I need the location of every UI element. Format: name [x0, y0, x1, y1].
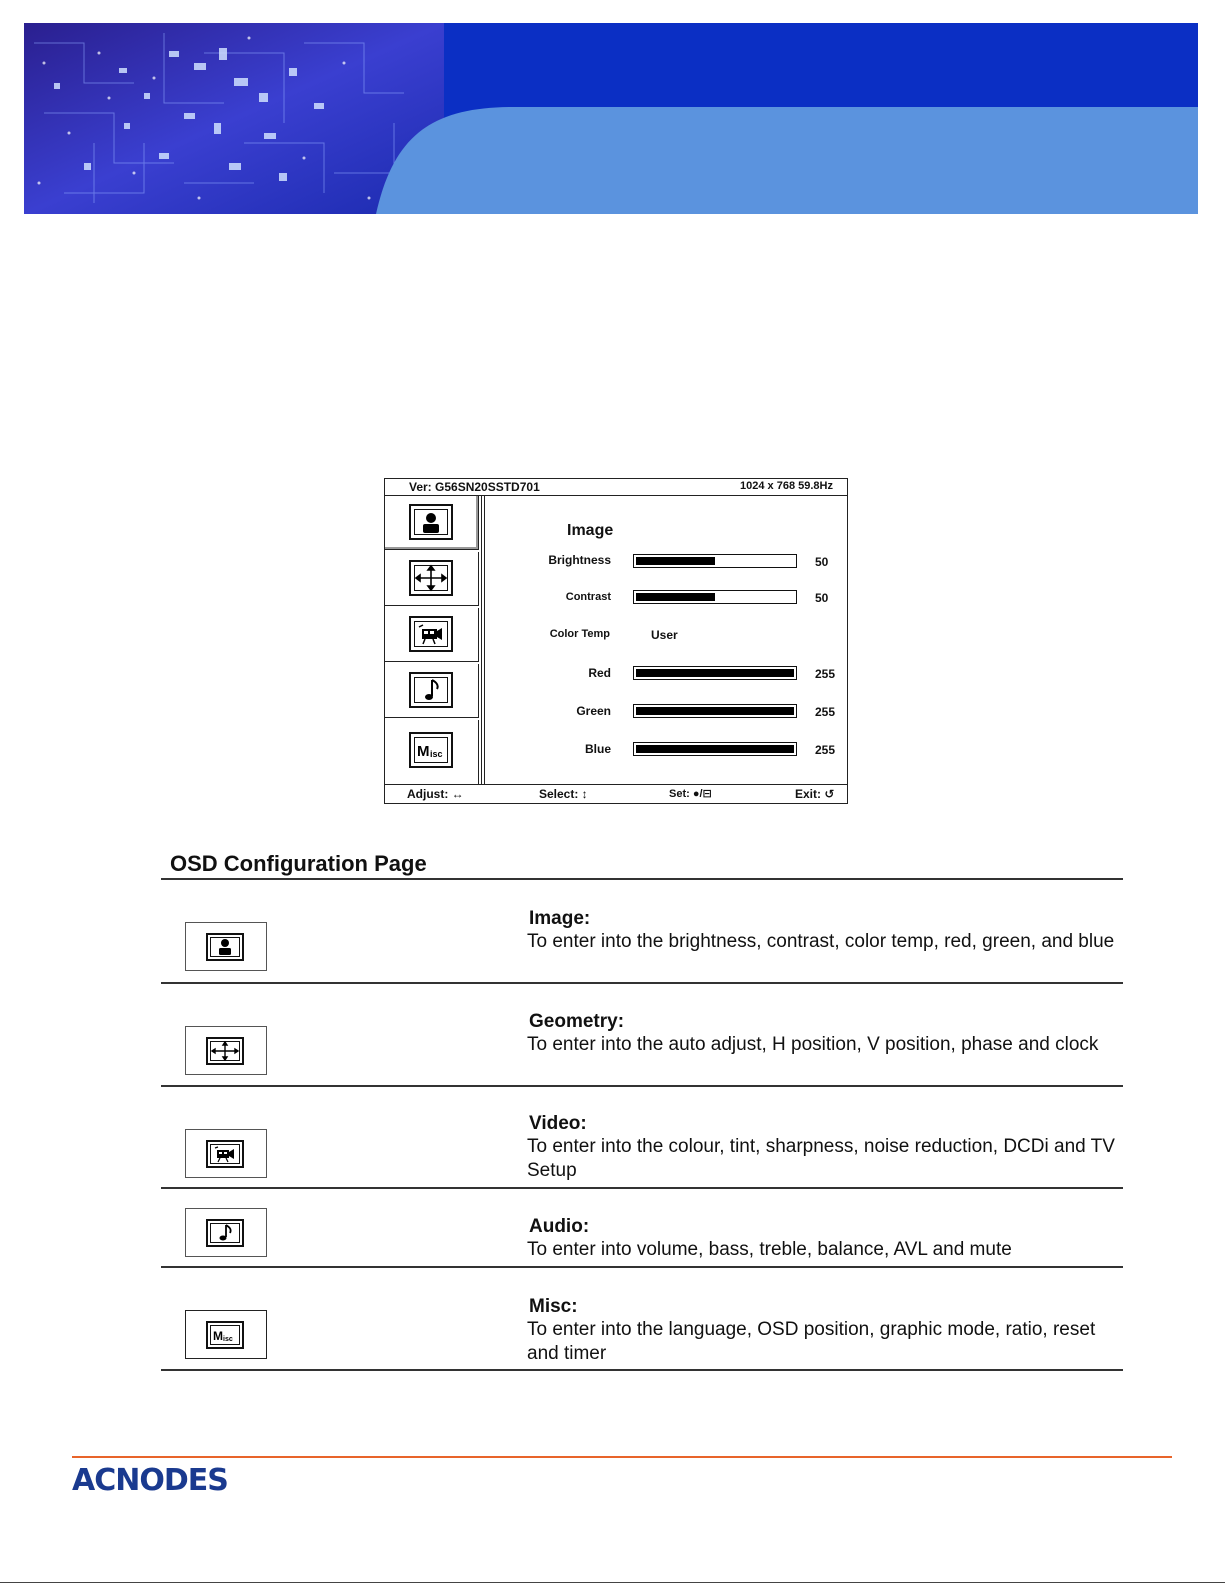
video-icon: [409, 616, 453, 652]
image-icon: [206, 933, 244, 961]
divider: [161, 1266, 1123, 1268]
footer-rule: [72, 1456, 1172, 1458]
misc-icon: [206, 1321, 244, 1349]
green-slider[interactable]: [633, 704, 797, 718]
green-value: 255: [815, 705, 836, 719]
contrast-value: 50: [815, 591, 829, 605]
red-fill: [636, 669, 794, 677]
section-title: OSD Configuration Page: [170, 851, 427, 876]
audio-icon-box: [185, 1208, 267, 1257]
svg-text:M: M: [213, 1329, 223, 1343]
image-icon-box: [185, 922, 267, 971]
red-slider[interactable]: [633, 666, 797, 680]
divider: [161, 1369, 1123, 1371]
entry-description-geometry: To enter into the auto adjust, H position, V position, phase and clock: [527, 1034, 1099, 1055]
osd-adjust-hint: Adjust: ↔: [407, 787, 464, 801]
svg-text:M: M: [417, 743, 430, 760]
blue-label: Blue: [584, 742, 611, 756]
osd-tab-audio[interactable]: [385, 664, 479, 718]
green-fill: [636, 707, 794, 715]
osd-resolution: 1024 x 768 59.8Hz: [740, 480, 833, 492]
entry-heading-misc: Misc:: [529, 1296, 578, 1317]
osd-tab-video[interactable]: [385, 608, 479, 662]
page-bottom-rule: [0, 1582, 1225, 1583]
audio-icon: [409, 672, 453, 708]
osd-tab-geometry[interactable]: [385, 552, 479, 606]
osd-exit-hint: Exit: ↺: [795, 787, 835, 801]
entry-description-image: To enter into the brightness, contrast, color temp, red, green, and blue: [527, 931, 1115, 952]
blue-slider[interactable]: [633, 742, 797, 756]
osd-tab-image[interactable]: [385, 496, 479, 550]
entry-description-video: To enter into the colour, tint, sharpness, noise reduction, DCDi and TV Setup: [527, 1136, 1115, 1181]
header-banner: [24, 23, 1198, 214]
misc-icon-box: [185, 1310, 267, 1359]
entry-heading-video: Video:: [529, 1113, 587, 1134]
osd-select-hint: Select: ↕: [539, 787, 588, 801]
contrast-label: Contrast: [565, 591, 611, 603]
osd-body: [384, 496, 848, 785]
red-value: 255: [815, 667, 836, 681]
blue-fill: [636, 745, 794, 753]
video-icon-box: [185, 1129, 267, 1178]
osd-divider: [481, 496, 485, 785]
geometry-icon: [206, 1037, 244, 1065]
brightness-slider[interactable]: [633, 554, 797, 568]
divider: [161, 1085, 1123, 1087]
brightness-label: Brightness: [548, 553, 611, 567]
color-temp-label: Color Temp: [549, 628, 610, 640]
entry-heading-geometry: Geometry:: [529, 1011, 625, 1032]
entry-description-misc: To enter into the language, OSD position, graphic mode, ratio, reset and timer: [527, 1319, 1096, 1364]
osd-status-bar: [384, 478, 848, 496]
audio-icon: [206, 1219, 244, 1247]
contrast-slider[interactable]: [633, 590, 797, 604]
red-label: Red: [588, 666, 611, 680]
color-temp-value[interactable]: User: [651, 628, 678, 642]
green-label: Green: [576, 704, 611, 718]
company-logo: [72, 1462, 282, 1503]
osd-help-bar: [384, 784, 848, 804]
entry-description-audio: To enter into volume, bass, treble, balance, AVL and mute: [527, 1239, 1012, 1260]
acnodes-logo: [72, 1462, 282, 1498]
brightness-value: 50: [815, 555, 829, 569]
osd-set-hint: Set: ●/⊟: [669, 788, 712, 800]
osd-screenshot: [384, 478, 850, 804]
geometry-icon: [409, 560, 453, 596]
osd-tab-column: [385, 496, 481, 785]
svg-text:isc: isc: [223, 1336, 233, 1343]
blue-value: 255: [815, 743, 836, 757]
svg-text:isc: isc: [430, 749, 443, 759]
divider: [161, 1187, 1123, 1189]
osd-tab-misc[interactable]: [385, 720, 479, 785]
divider: [161, 878, 1123, 880]
image-icon: [409, 504, 453, 540]
misc-icon: [409, 732, 453, 768]
video-icon: [206, 1140, 244, 1168]
osd-version: Ver: G56SN20SSTD701: [409, 480, 540, 494]
entry-heading-image: Image:: [529, 908, 591, 929]
contrast-fill: [636, 593, 715, 601]
geometry-icon-box: [185, 1026, 267, 1075]
divider: [161, 982, 1123, 984]
svg-text:ACNODES: ACNODES: [72, 1463, 228, 1498]
entry-heading-audio: Audio:: [529, 1216, 590, 1237]
banner-graphic: [24, 23, 1198, 214]
osd-section-title: Image: [567, 522, 614, 539]
brightness-fill: [636, 557, 715, 565]
